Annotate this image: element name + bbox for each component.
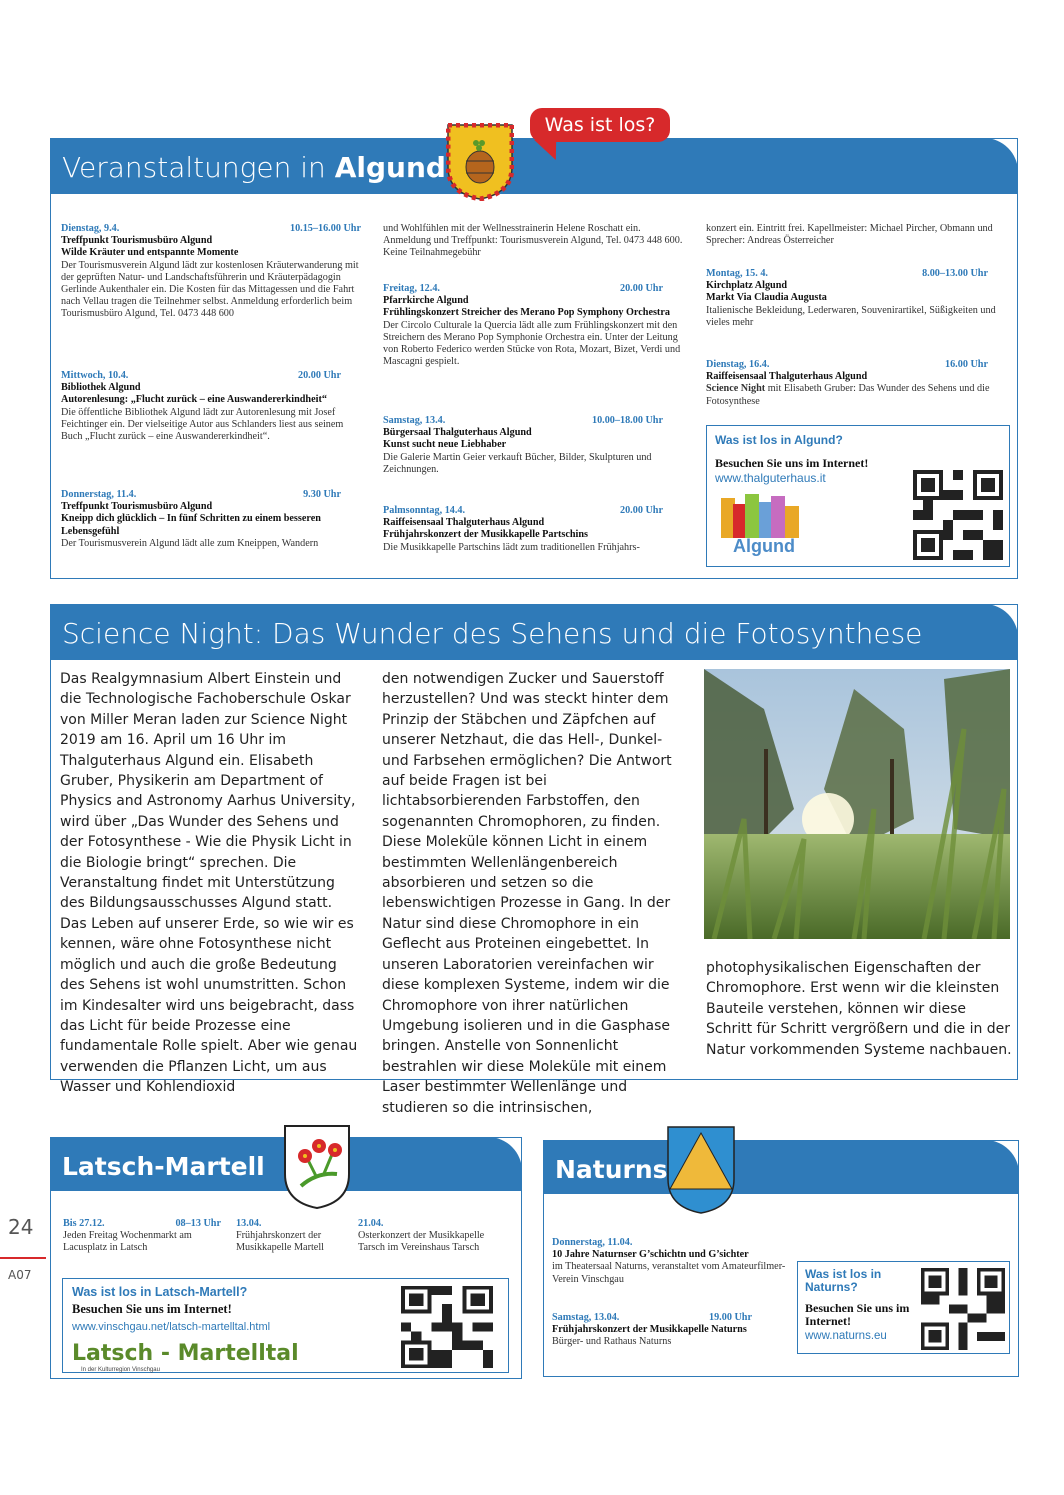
latsch-link[interactable]: www.vinschgau.net/latsch-martelltal.html [72,1321,271,1333]
algund-qr-code-icon[interactable] [913,470,1003,560]
page-divider [0,1257,46,1259]
info-question: Was ist los in Naturns? [805,1267,882,1294]
algund-info-box [706,425,1010,567]
latsch-crest-icon [283,1124,351,1210]
info-visit: Besuchen Sie uns im Internet! [72,1302,232,1316]
algund-event-continued: konzert ein. Eintritt frei. Kapellmeister: Michael Pircher, Obmann und Sprecher: Andreas Österreicher [706,223,993,247]
naturns-banner [543,1140,1019,1194]
algund-banner [50,138,1018,194]
latsch-logo-subtitle: In der Kulturregion Vinschgau [81,1367,160,1373]
algund-event: Donnerstag, 11.4. 9.30 Uhr Treffpunkt Tourismusbüro Algund Kneipp dich glücklich – In fünf Schritten zu einem besseren Lebensgefühl Der Tourismusverein Algund lädt alle zum Kneippen, Wandern [61,489,341,549]
latsch-logo-text: Latsch - Martelltal [72,1341,299,1366]
naturns-link[interactable]: www.naturns.eu [805,1330,887,1342]
page-number: 24 [8,1215,34,1239]
latsch-qr-code-icon[interactable] [401,1286,493,1368]
science-column-1: Das Realgymnasium Albert Einstein und die Technologische Fachoberschule Oskar von Miller Meran laden zur Science Night 2019 am 16. April um 16 Uhr im Thalguterhaus Algund ein. Elisabeth Gruber, Physikerin am Department of Physics and Astronomy Aarhus University, wird über „Das Wunder des Sehens und der Fotosynthese - Wie die Physik Licht in die Biologie bringt“ sprechen. Die Veranstaltung findet mit Unterstützung des Bildungsausschusses Algund statt. Das Leben auf unserer Erde, so wie wir es kennen, wäre ohne Fotosynthese nicht möglich und auch die große Bedeutung des Sehens ist wohl unumstritten. Schon im Kindesalter wird uns beigebracht, dass das Licht für beide Prozesse eine fundamentale Rolle spielt. Aber wie genau verwenden die Pflanzen Licht, um aus Wasser und Kohlendioxid [60,671,358,1096]
grass-forest-photo [704,669,1010,939]
algund-event: Dienstag, 9.4. 10.15–16.00 Uhr Treffpunkt Tourismusbüro Algund Wilde Kräuter und entspannte Momente Der Tourismusverein Algund lädt zur kostenlosen Kräuterwanderung mit der geprüften Natur- und Landschaftsführerin und Kräuterpädagogin Gerlinde Aukenthaler ein. Die Kosten für das Mittagessen und die Fahrt nach Vellau tragen die Teilnehmer selbst. Anmeldung erforderlich beim Tourismusbüro Algund, Tel. 0473 448 600 [61,223,361,320]
latsch-info-box [62,1278,509,1373]
latsch-title: Latsch-Martell [62,1152,265,1181]
algund-title: Veranstaltungen in Algund [62,151,446,184]
info-visit: Besuchen Sie uns im Internet! [805,1301,910,1328]
algund-event-continued: und Wohlfühlen mit der Wellnesstrainerin Helene Roschatt ein. Anmeldung und Treffpunkt: Tourismusverein Algund, Tel. 0473 448 600. Keine Teilnahmegebühr [383,223,683,259]
naturns-info-box [797,1261,1010,1354]
algund-event: Samstag, 13.4. 10.00–18.00 Uhr Bürgersaal Thalguterhaus Algund Kunst sucht neue Liebhaber Die Galerie Martin Geier verkauft Bücher, Bilder, Skulpturen und Zeichnungen. [383,415,663,475]
naturns-qr-code-icon[interactable] [921,1268,1005,1350]
page-code: A07 [8,1268,32,1282]
algund-crest-icon [446,123,514,201]
latsch-event: 21.04. Osterkonzert der Musikkapelle Tarsch im Vereinshaus Tarsch [358,1218,485,1254]
naturns-crest-icon [666,1125,736,1215]
algund-logo-text: Algund [733,536,795,556]
algund-event: Dienstag, 16.4. 16.00 Uhr Raiffeisensaal Thalguterhaus Algund Science Night mit Elisabeth Gruber: Das Wunder des Sehens und die Fotosynthese [706,359,990,407]
algund-event: Freitag, 12.4. 20.00 Uhr Pfarrkirche Algund Frühlingskonzert Streicher des Merano Pop Symphony Orchestra Der Circolo Culturale la Quercia lädt alle zum Frühlingskonzert mit den Streichern des Merano Pop Symphonie Orchestra ein. Unter der Leitung von Roberto Federico werden Stücke von Rota, Mozart, Bizet, Verdi und Mascagni gespielt. [383,283,681,368]
algund-link[interactable]: www.thalguterhaus.it [715,471,826,485]
algund-logo-icon [717,492,803,538]
algund-event: Montag, 15. 4. 8.00–13.00 Uhr Kirchplatz Algund Markt Via Claudia Augusta Italienische Bekleidung, Lederwaren, Souvenirartikel, Süßigkeiten und vieles mehr [706,268,996,328]
info-visit: Besuchen Sie uns im Internet! [715,456,869,470]
science-column-3: photophysikalischen Eigenschaften der Chromophore. Erst wenn wir die kleinsten Bauteile verstehen, können wir diese Schritt für Schritt vergrößern und die in der Natur vorkommenden Systeme nachbauen. [706,960,1012,1058]
algund-event: Palmsonntag, 14.4. 20.00 Uhr Raiffeisensaal Thalguterhaus Algund Frühjahrskonzert der Musikkapelle Partschins Die Musikkapelle Partschins lädt zum traditionellen Frühjahrs- [383,505,663,553]
latsch-event: 13.04. Frühjahrskonzert der Musikkapelle Martell [236,1218,324,1254]
naturns-event: Samstag, 13.04. 19.00 Uhr Frühjahrskonzert der Musikkapelle Naturns Bürger- und Rathaus Naturns [552,1312,752,1348]
info-question: Was ist los in Algund? [715,433,843,447]
science-column-2: den notwendigen Zucker und Sauerstoff herzustellen? Und was steckt hinter dem Prinzip der Stäbchen und Zäpfchen auf unserer Netzhaut, die das Hell-, Dunkel- und Farbsehen ermöglichen? Die Antwort auf beide Fragen ist bei lichtabsorbierenden Farbstoffen, den sogenannten Chromophoren, zu finden. Diese Moleküle können Licht in einem bestimmten Wellenlängenbereich absorbieren und setzen so die lebenswichtigen Prozesse in Gang. In der Natur sind diese Chromophore in ein Geflecht aus Proteinen eingebettet. In unseren Laboratorien vereinfachen wir diese komplexen Systeme, indem wir die Chromophore von ihrer natürlichen Umgebung isolieren und in die Gasphase bringen. Anstelle von Sonnenlicht bestrahlen wir diese Moleküle mit einem Laser bestimmter Wellenlänge und studieren so die intrinsischen, [382,671,672,1116]
was-ist-los-bubble: Was ist los? [530,108,670,142]
naturns-title: Naturns [555,1155,668,1184]
algund-event: Mittwoch, 10.4. 20.00 Uhr Bibliothek Algund Autorenlesung: „Flucht zurück – eine Auswandererkindheit“ Die öffentliche Bibliothek Algund lädt zur Autorenlesung mit Josef Feichtinger ein. Der vielseitige Autor aus Schlanders liest aus seinem Buch „Flucht zurück – eine Auswandererkindheit“. [61,370,344,443]
latsch-event: Bis 27.12. 08–13 Uhr Jeden Freitag Wochenmarkt am Lacusplatz in Latsch [63,1218,221,1254]
science-title: Science Night: Das Wunder des Sehens und die Fotosynthese [62,617,923,650]
naturns-event: Donnerstag, 11.04. 10 Jahre Naturnser G’schichtn und G’sichter im Theatersaal Naturns, veranstaltet vom Amateurfilmer-Verein Vinschgau [552,1237,786,1285]
science-banner [50,604,1018,660]
info-question: Was ist los in Latsch-Martell? [72,1285,248,1299]
